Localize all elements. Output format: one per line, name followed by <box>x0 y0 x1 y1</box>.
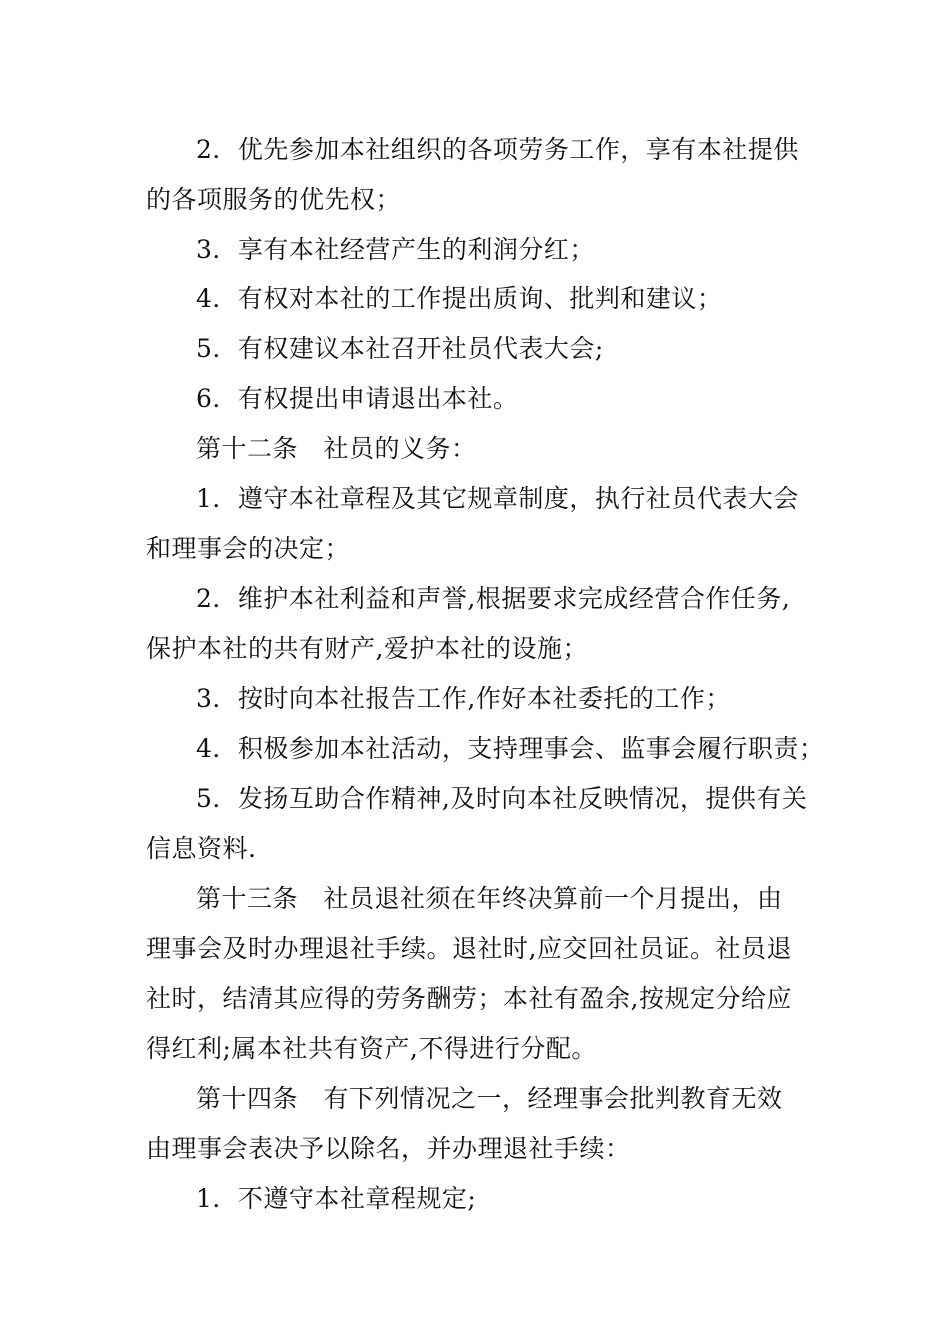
text-line: 理事会及时办理退社手续。退社时,应交回社员证。社员退 <box>146 934 792 963</box>
text-line: 3．按时向本社报告工作,作好本社委托的工作； <box>196 684 731 713</box>
text-line: 信息资料. <box>146 834 257 863</box>
text-line: 1．不遵守本社章程规定; <box>196 1184 477 1213</box>
text-line: 1．遵守本社章程及其它规章制度，执行社员代表大会 <box>196 484 799 513</box>
text-line: 保护本社的共有财产,爱护本社的设施； <box>146 634 588 663</box>
text-line: 5．发扬互助合作精神,及时向本社反映情况，提供有关 <box>196 784 808 813</box>
text-line: 社时，结清其应得的劳务酬劳；本社有盈余,按规定分给应 <box>146 984 792 1013</box>
text-line: 由理事会表决予以除名，并办理退社手续： <box>146 1134 631 1163</box>
text-line: 的各项服务的优先权； <box>146 185 402 214</box>
text-line: 4．有权对本社的工作提出质询、批判和建议； <box>196 284 723 313</box>
article-heading: 第十四条 有下列情况之一，经理事会批判教育无效 <box>196 1084 783 1113</box>
text-line: 6．有权提出申请退出本社。 <box>196 384 519 413</box>
text-line: 得红利;属本社共有资产,不得进行分配。 <box>146 1034 597 1063</box>
text-line: 5．有权建议本社召开社员代表大会; <box>196 334 604 363</box>
text-line: 和理事会的决定； <box>146 534 351 563</box>
text-line: 4．积极参加本社活动，支持理事会、监事会履行职责； <box>196 734 825 763</box>
article-heading: 第十二条 社员的义务： <box>196 434 477 463</box>
text-line: 2．优先参加本社组织的各项劳务工作，享有本社提供 <box>196 135 799 164</box>
text-line: 2．维护本社利益和声誉,根据要求完成经营合作任务, <box>196 584 791 613</box>
article-heading: 第十三条 社员退社须在年终决算前一个月提出，由 <box>196 884 783 913</box>
text-line: 3．享有本社经营产生的利润分红； <box>196 235 595 264</box>
